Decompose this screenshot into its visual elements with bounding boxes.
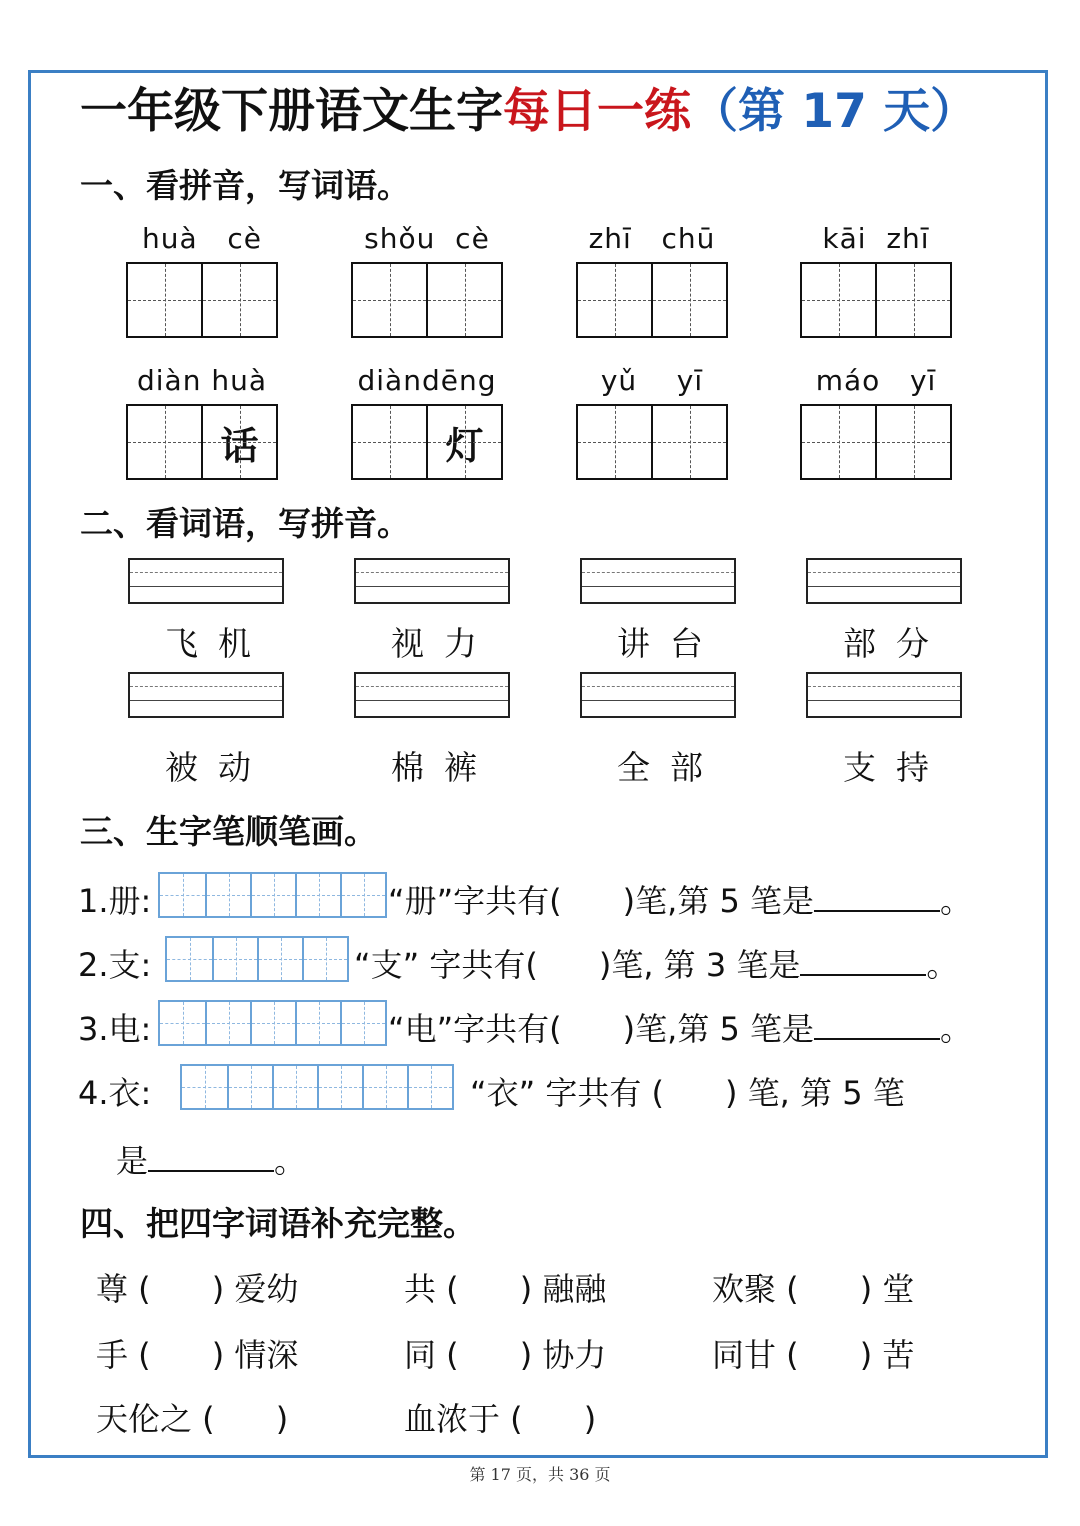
stroke-order-grid[interactable] <box>180 1064 454 1110</box>
stroke-cell[interactable] <box>272 1066 317 1108</box>
idiom-item[interactable]: 同 ( ) 协力 <box>404 1336 607 1374</box>
title-day: （第 17 天） <box>691 84 978 139</box>
tian-cell[interactable] <box>802 264 875 336</box>
stroke-cell[interactable] <box>167 938 212 980</box>
stroke-cell[interactable] <box>317 1066 362 1108</box>
stroke-cell[interactable] <box>362 1066 407 1108</box>
tian-grid[interactable] <box>126 262 278 338</box>
stroke-cell[interactable] <box>160 1002 205 1044</box>
word-label: 飞机 <box>165 624 271 663</box>
idiom-item[interactable]: 共 ( ) 融融 <box>404 1270 607 1308</box>
stroke-cell[interactable] <box>295 874 340 916</box>
stroke-question: “电”字共有( )笔,第 5 笔是 。 <box>388 1010 973 1048</box>
tian-cell[interactable]: 灯 <box>426 406 501 478</box>
stroke-cell[interactable] <box>295 1002 340 1044</box>
tian-cell[interactable]: 话 <box>201 406 276 478</box>
stroke-cell[interactable] <box>160 874 205 916</box>
stroke-item-label: 1.册: <box>78 882 152 920</box>
tian-cell[interactable] <box>128 264 201 336</box>
tian-grid[interactable] <box>351 404 503 480</box>
pinyin-label: zhī chū <box>588 222 716 255</box>
pinyin-label: máo yī <box>815 364 937 397</box>
word-label: 支持 <box>843 748 949 787</box>
stroke-order-grid[interactable] <box>165 936 349 982</box>
pinyin-label: yǔ yī <box>600 364 704 397</box>
idiom-item[interactable]: 尊 ( ) 爱幼 <box>96 1270 299 1308</box>
tian-cell[interactable] <box>353 264 426 336</box>
section-1-heading: 一、看拼音，写词语。 <box>80 166 410 205</box>
stroke-cell[interactable] <box>340 1002 385 1044</box>
stroke-order-grid[interactable] <box>158 1000 387 1046</box>
pinyin-writing-box[interactable] <box>580 558 736 604</box>
stroke-cell[interactable] <box>257 938 302 980</box>
section-3-heading: 三、生字笔顺笔画。 <box>80 812 377 851</box>
page-title <box>80 80 1000 144</box>
stroke-question: “册”字共有( )笔,第 5 笔是 。 <box>388 882 973 920</box>
word-label: 棉裤 <box>391 748 497 787</box>
tian-cell[interactable] <box>651 264 726 336</box>
answer-blank[interactable] <box>148 1140 274 1172</box>
tian-cell[interactable] <box>651 406 726 478</box>
pinyin-label: diàn huà <box>136 364 267 397</box>
tian-cell[interactable] <box>426 264 501 336</box>
section-2-heading: 二、看词语，写拼音。 <box>80 504 410 543</box>
tian-grid[interactable] <box>126 404 278 480</box>
idiom-item[interactable]: 手 ( ) 情深 <box>96 1336 299 1374</box>
stroke-cell[interactable] <box>205 1002 250 1044</box>
answer-blank[interactable] <box>814 880 940 912</box>
word-label: 视力 <box>391 624 497 663</box>
pinyin-writing-box[interactable] <box>128 558 284 604</box>
tian-cell[interactable] <box>578 264 651 336</box>
stroke-cell[interactable] <box>182 1066 227 1108</box>
title-main: 一年级下册语文生字 <box>80 84 503 139</box>
tian-grid[interactable] <box>800 404 952 480</box>
stroke-order-grid[interactable] <box>158 872 387 918</box>
stroke-cell[interactable] <box>250 874 295 916</box>
stroke-item-label: 4.衣: <box>78 1074 152 1112</box>
pinyin-writing-box[interactable] <box>580 672 736 718</box>
stroke-question: “支” 字共有( )笔, 第 3 笔是 。 <box>354 946 959 984</box>
tian-cell[interactable] <box>802 406 875 478</box>
idiom-item[interactable]: 天伦之 ( ) <box>96 1400 289 1438</box>
title-highlight: 每日一练 <box>503 84 691 139</box>
answer-blank[interactable] <box>800 944 926 976</box>
pinyin-label: shǒu cè <box>364 222 490 255</box>
idiom-item[interactable]: 同甘 ( ) 苦 <box>712 1336 915 1374</box>
tian-cell[interactable] <box>353 406 426 478</box>
stroke-item-label: 2.支: <box>78 946 152 984</box>
tian-grid[interactable] <box>800 262 952 338</box>
idiom-item[interactable]: 欢聚 ( ) 堂 <box>712 1270 915 1308</box>
tian-cell[interactable] <box>578 406 651 478</box>
pinyin-writing-box[interactable] <box>806 558 962 604</box>
word-label: 被动 <box>165 748 271 787</box>
idiom-item[interactable]: 血浓于 ( ) <box>404 1400 597 1438</box>
stroke-item-label: 3.电: <box>78 1010 152 1048</box>
pinyin-writing-box[interactable] <box>354 672 510 718</box>
stroke-cell[interactable] <box>250 1002 295 1044</box>
pinyin-writing-box[interactable] <box>128 672 284 718</box>
pinyin-label: huà cè <box>142 222 262 255</box>
tian-cell[interactable] <box>128 406 201 478</box>
section-4-heading: 四、把四字词语补充完整。 <box>80 1204 476 1243</box>
word-label: 讲台 <box>617 624 723 663</box>
pinyin-label: kāi zhī <box>822 222 930 255</box>
answer-blank[interactable] <box>814 1008 940 1040</box>
stroke-question: “衣” 字共有 ( ) 笔, 第 5 笔 <box>470 1074 905 1112</box>
tian-grid[interactable] <box>576 404 728 480</box>
stroke-cell[interactable] <box>407 1066 452 1108</box>
stroke-4-continuation: 是 。 <box>116 1142 307 1180</box>
pinyin-label: diàndēng <box>357 364 497 397</box>
tian-cell[interactable] <box>875 264 950 336</box>
stroke-cell[interactable] <box>340 874 385 916</box>
pinyin-writing-box[interactable] <box>806 672 962 718</box>
tian-cell[interactable] <box>201 264 276 336</box>
stroke-cell[interactable] <box>227 1066 272 1108</box>
word-label: 部分 <box>843 624 949 663</box>
tian-grid[interactable] <box>351 262 503 338</box>
pinyin-writing-box[interactable] <box>354 558 510 604</box>
tian-cell[interactable] <box>875 406 950 478</box>
stroke-cell[interactable] <box>205 874 250 916</box>
page-footer: 第 17 页，共 36 页 <box>469 1465 611 1484</box>
stroke-cell[interactable] <box>302 938 347 980</box>
tian-grid[interactable] <box>576 262 728 338</box>
stroke-cell[interactable] <box>212 938 257 980</box>
word-label: 全部 <box>617 748 723 787</box>
